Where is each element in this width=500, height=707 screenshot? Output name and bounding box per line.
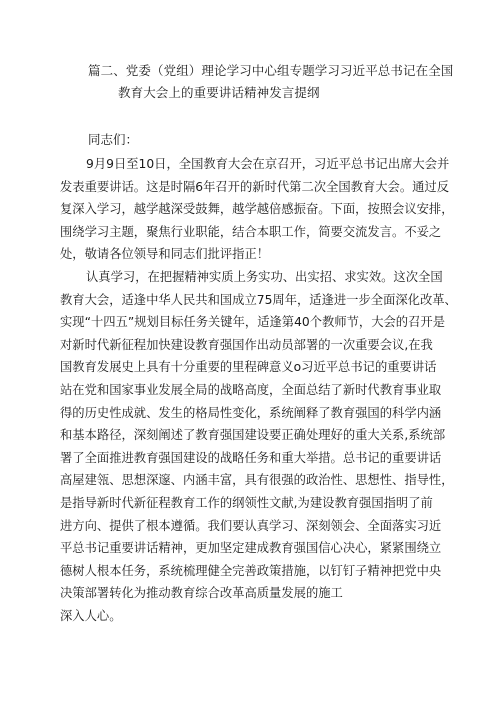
body-line: 和基本路径，深刻阐述了教育强国建设要正确处理好的重大关系,系统部 xyxy=(60,428,446,443)
body-line: 平总书记重要讲话精神，更加坚定建成教育强国信心决心，紧紧围绕立 xyxy=(60,541,442,556)
body-line: 对新时代新征程加快建设教育强国作出动员部署的一次重要会议,在我 xyxy=(60,337,433,352)
body-line: 9月9日至10日，全国教育大会在京召开，习近平总书记出席大会并 xyxy=(86,157,450,171)
body-line: 实现“十四五”规划目标任务关键年，适逢第40个教师节，大会的召开是 xyxy=(60,315,445,330)
body-line: 站在党和国家事业发展全局的战略高度，全面总结了新时代教育事业取 xyxy=(60,382,442,397)
title-line-2: 教育大会上的重要讲话精神发言提纲 xyxy=(118,85,320,100)
body-line: 教育大会，适逢中华人民共和国成立75周年，适逢进一步全面深化改革、 xyxy=(60,292,457,307)
body-line: 是指导新时代新征程教育工作的纲领性文献,为建设教育强国指明了前 xyxy=(60,495,433,510)
document-title xyxy=(88,60,458,104)
body-line: 得的历史性成就、发生的格局性变化，系统阐释了教育强国的科学内涵 xyxy=(60,405,442,420)
body-line: 发表重要讲话。这是时隔6年召开的新时代第二次全国教育大会。通过反 xyxy=(60,179,450,194)
body-line: 署了全面推进教育强国建设的战略任务和重大举措。总书记的重要讲话 xyxy=(60,450,442,465)
body-line: 国教育发展史上具有十分重要的里程碑意义o习近平总书记的重要讲话 xyxy=(60,360,437,375)
salutation: 同志们： xyxy=(88,132,139,147)
body-line: 围绕学习主题，聚焦行业职能，结合本职工作，简要交流发言。不妥之 xyxy=(60,224,442,239)
body-text xyxy=(60,153,460,627)
body-line: 复深入学习，越学越深受鼓舞，越学越倍感振奋。下面，按照会议安排， xyxy=(60,202,454,217)
body-line: 深入人心。 xyxy=(60,608,122,623)
body-line: 进方向、提供了根本遵循。我们要认真学习、深刻领会、全面落实习近 xyxy=(60,518,442,533)
body-line: 高屋建瓴、思想深邃、内涵丰富，具有很强的政治性、思想性、指导性， xyxy=(60,473,454,488)
body-line: 德树人根本任务，系统梳理健全完善政策措施，以钉钉子精神把党中央 xyxy=(60,563,442,578)
title-line-1: 篇二、党委（党组）理论学习中心组专题学习习近平总书记在全国 xyxy=(88,63,454,78)
body-line: 处，敬请各位领导和同志们批评指正！ xyxy=(60,247,270,262)
body-line: 认真学习，在把握精神实质上务实功、出实招、求实效。这次全国 xyxy=(86,269,443,284)
body-line: 决策部署转化为推动教育综合改革高质量发展的施工 xyxy=(60,586,343,601)
